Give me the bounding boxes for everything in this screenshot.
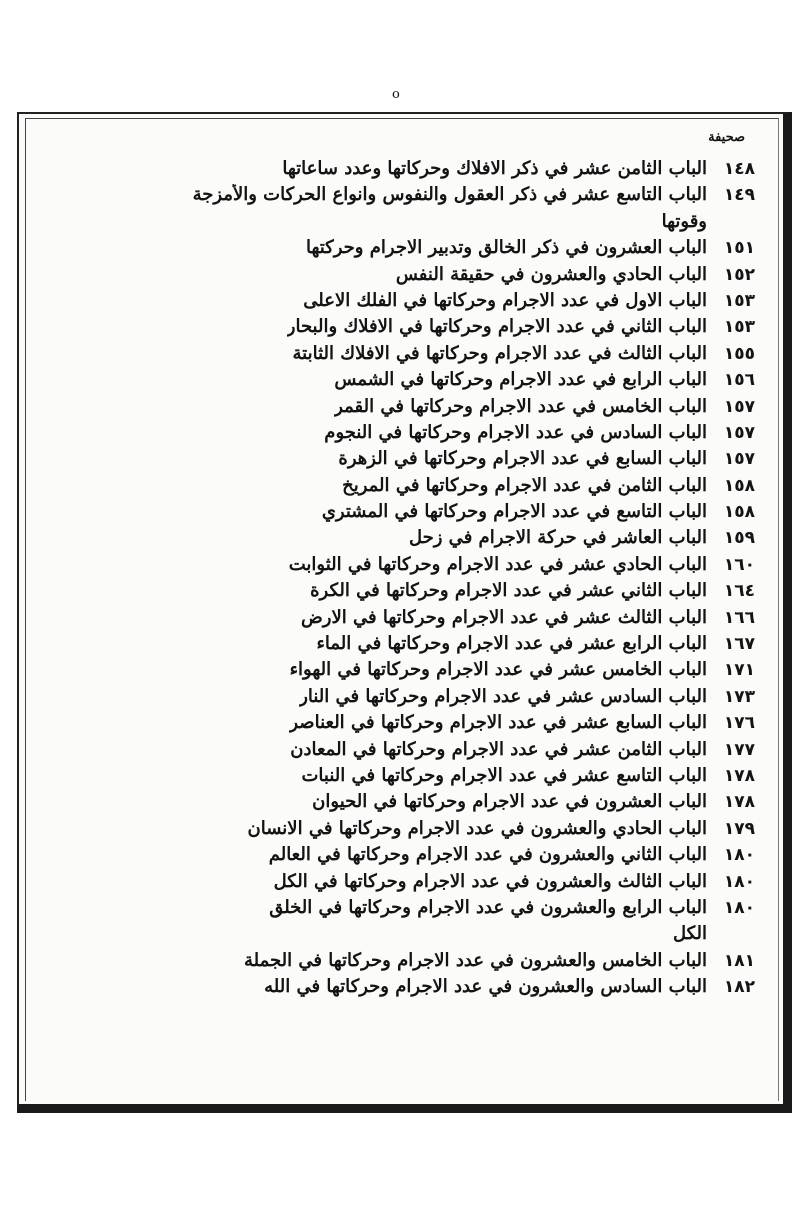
toc-page-number: ١٥٩ <box>723 528 755 549</box>
page-frame <box>17 112 792 1113</box>
toc-entry <box>89 316 755 342</box>
toc-entry <box>89 739 755 765</box>
toc-entry <box>89 422 755 448</box>
toc-entry-title: الباب الاول في عدد الاجرام وحركاتها في الفلك الاعلى <box>303 289 707 311</box>
toc-page-number: ١٤٩ <box>723 185 755 206</box>
toc-entry-title: الباب الخامس في عدد الاجرام وحركاتها في القمر <box>334 395 707 417</box>
toc-entry <box>89 580 755 606</box>
toc-page-number: ١٥٧ <box>723 396 755 417</box>
toc-entry-title: الباب التاسع في عدد الاجرام وحركاتها في المشتري <box>321 501 707 523</box>
toc-page-number: ١٥١ <box>723 238 755 259</box>
toc-entry-title: الباب الثامن عشر في عدد الاجرام وحركاتها في المعادن <box>290 738 707 760</box>
toc-entry <box>89 791 755 817</box>
toc-entry-title: الباب الثالث والعشرون في عدد الاجرام وحركاتها في الكل <box>273 870 707 892</box>
toc-page-number: ١٧٧ <box>723 739 755 760</box>
toc-entry-title: الباب الثالث عشر في عدد الاجرام وحركاتها في الارض <box>301 606 707 628</box>
toc-entry <box>89 290 755 316</box>
toc-page-number: ١٧٦ <box>723 713 755 734</box>
toc-page-number: ١٦٦ <box>723 607 755 628</box>
toc-entry <box>89 844 755 870</box>
toc-entry <box>89 923 755 949</box>
toc-entry-title: الباب العشرون في ذكر الخالق وتدبير الاجرام وحركتها <box>305 237 707 259</box>
toc-entry-title: الكل <box>672 923 707 945</box>
page-column-heading: صحيفة <box>708 130 745 145</box>
toc-entry-title: الباب السابع عشر في عدد الاجرام وحركاتها في العناصر <box>289 712 707 734</box>
toc-entry-title: الباب السادس عشر في عدد الاجرام وحركاتها في النار <box>299 685 707 707</box>
toc-entry-title: الباب الثامن عشر في ذكر الافلاك وحركاتها وعدد ساعاتها <box>282 158 707 179</box>
toc-entry-title: الباب السادس والعشرون في عدد الاجرام وحركاتها في الله <box>264 976 707 998</box>
toc-entry <box>89 554 755 580</box>
toc-page-number: ١٧١ <box>723 660 755 681</box>
toc-entry <box>89 976 755 1002</box>
toc-entry-title: الباب التاسع عشر في عدد الاجرام وحركاتها في النبات <box>301 764 707 786</box>
toc-page-number: ١٥٨ <box>723 502 755 523</box>
toc-entry-title: الباب العاشر في حركة الاجرام في زحل <box>408 527 707 549</box>
toc-entry <box>89 607 755 633</box>
toc-page-number: ١٧٣ <box>723 686 755 707</box>
toc-entry <box>89 184 755 210</box>
toc-entry <box>89 686 755 712</box>
toc-page-number: ١٥٧ <box>723 422 755 443</box>
toc-entry <box>89 396 755 422</box>
toc-entry-title: الباب الرابع والعشرون في عدد الاجرام وحركاتها في الخلق <box>269 896 707 918</box>
toc-page-number: ١٦٤ <box>723 581 755 602</box>
toc-page-number: ١٧٨ <box>723 792 755 813</box>
toc-entry-title: الباب الثاني في عدد الاجرام وحركاتها في الافلاك والبحار <box>286 316 707 338</box>
toc-entry-title: الباب الخامس والعشرون في عدد الاجرام وحركاتها في الجملة <box>243 949 707 971</box>
toc-entry <box>89 369 755 395</box>
page-top-marker: o <box>392 87 400 102</box>
toc-entry <box>89 343 755 369</box>
toc-entry-title: الباب الخامس عشر في عدد الاجرام وحركاتها في الهواء <box>289 659 707 681</box>
toc-entry <box>89 264 755 290</box>
toc-entry <box>89 871 755 897</box>
toc-page-number: ١٦٠ <box>723 554 755 575</box>
toc-page-number: ١٥٣ <box>723 317 755 338</box>
toc-page-number: ١٨٠ <box>723 897 755 918</box>
toc-entry-title: الباب السادس في عدد الاجرام وحركاتها في النجوم <box>324 421 707 443</box>
toc-entry-title: الباب الحادي عشر في عدد الاجرام وحركاتها في الثوابت <box>288 553 707 575</box>
toc-entry <box>89 237 755 263</box>
toc-page-number: ١٥٧ <box>723 449 755 470</box>
toc-entry <box>89 897 755 923</box>
toc-page-number: ١٤٨ <box>723 159 755 179</box>
toc-entry <box>89 765 755 791</box>
toc-page-number: ١٧٩ <box>723 818 755 839</box>
toc-page-number: ١٨٠ <box>723 871 755 892</box>
toc-entry-title: الباب الرابع في عدد الاجرام وحركاتها في الشمس <box>334 369 707 391</box>
toc-entry <box>89 527 755 553</box>
toc-entry-title: الباب التاسع عشر في ذكر العقول والنفوس وانواع الحركات والأمزجة <box>192 184 707 206</box>
toc-page-number: ١٨٠ <box>723 845 755 866</box>
toc-page-number: ١٥٢ <box>723 264 755 285</box>
table-of-contents <box>89 158 755 1003</box>
toc-page-number: ١٧٨ <box>723 765 755 786</box>
toc-page-number: ١٨٢ <box>723 977 755 998</box>
toc-entry-title: الباب الحادي والعشرون في عدد الاجرام وحركاتها في الانسان <box>247 817 707 839</box>
toc-entry-title: الباب الثالث في عدد الاجرام وحركاتها في الافلاك الثابتة <box>292 342 707 364</box>
toc-page-number: ١٥٥ <box>723 343 755 364</box>
toc-entry-title: الباب الثامن في عدد الاجرام وحركاتها في المريخ <box>342 474 707 496</box>
toc-entry <box>89 158 755 184</box>
toc-page-number: ١٥٨ <box>723 475 755 496</box>
toc-entry <box>89 211 755 237</box>
toc-entry <box>89 633 755 659</box>
toc-entry <box>89 659 755 685</box>
toc-entry <box>89 818 755 844</box>
toc-entry-title: وقوتها <box>661 210 707 232</box>
toc-entry <box>89 950 755 976</box>
toc-page-number: ١٥٣ <box>723 290 755 311</box>
toc-entry-title: الباب الحادي والعشرون في حقيقة النفس <box>395 263 707 285</box>
toc-entry <box>89 475 755 501</box>
toc-entry-title: الباب الرابع عشر في عدد الاجرام وحركاتها في الماء <box>316 633 707 655</box>
toc-entry-title: الباب العشرون في عدد الاجرام وحركاتها في الحيوان <box>312 791 707 813</box>
toc-entry-title: الباب السابع في عدد الاجرام وحركاتها في الزهرة <box>338 448 707 470</box>
toc-entry-title: الباب الثاني والعشرون في عدد الاجرام وحركاتها في العالم <box>268 844 707 866</box>
toc-entry <box>89 712 755 738</box>
toc-page-number: ١٨١ <box>723 950 755 971</box>
toc-page-number: ١٦٧ <box>723 634 755 655</box>
toc-page-number: ١٥٦ <box>723 370 755 391</box>
toc-entry <box>89 448 755 474</box>
toc-entry <box>89 501 755 527</box>
toc-entry-title: الباب الثاني عشر في عدد الاجرام وحركاتها في الكرة <box>310 580 707 602</box>
